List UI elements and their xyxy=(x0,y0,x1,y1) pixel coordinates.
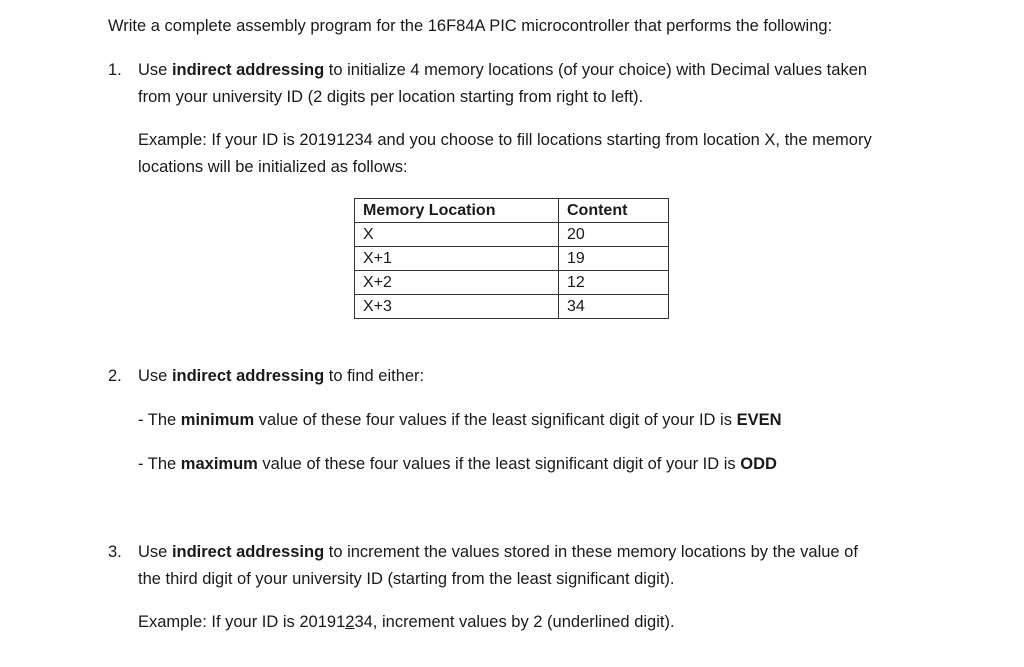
item-2-bullet-maximum xyxy=(138,454,777,474)
item-3-example-post: 34, increment values by 2 (underlined digit). xyxy=(354,613,675,631)
bullet-2-bold: maximum xyxy=(180,455,258,473)
table-header-memory-location: Memory Location xyxy=(355,199,559,223)
item-1-number: 1. xyxy=(108,61,122,79)
table-row xyxy=(355,271,669,295)
table-cell-location: X xyxy=(355,223,559,247)
item-2-rest: to find either: xyxy=(324,367,425,385)
item-1-rest: to initialize 4 memory locations (of your choice) with Decimal values taken xyxy=(324,61,868,79)
table-row xyxy=(355,223,669,247)
item-3-number: 3. xyxy=(108,543,122,561)
table-cell-location: X+3 xyxy=(355,295,559,319)
table-header-row xyxy=(355,199,669,223)
item-3-example-pre: Example: If your ID is 20191 xyxy=(138,613,346,631)
table-cell-content: 20 xyxy=(559,223,669,247)
intro-text: Write a complete assembly program for the 16F84A PIC microcontroller that performs the following: xyxy=(108,17,833,35)
table-cell-content: 19 xyxy=(559,247,669,271)
item-1-line-2: from your university ID (2 digits per location starting from right to left). xyxy=(138,88,644,106)
item-3-line-2: the third digit of your university ID (starting from the least significant digit). xyxy=(138,570,675,588)
item-3-bold: indirect addressing xyxy=(171,543,325,561)
item-2-line-1 xyxy=(138,366,424,386)
item-3-pre: Use xyxy=(138,543,172,561)
table-cell-content: 12 xyxy=(559,271,669,295)
item-1-pre: Use xyxy=(138,61,172,79)
bullet-1-mid: value of these four values if the least significant digit of your ID is xyxy=(254,411,737,429)
bullet-1-bold: minimum xyxy=(180,411,255,429)
bullet-2-end: ODD xyxy=(740,455,777,473)
bullet-1-end: EVEN xyxy=(736,411,782,429)
item-3-example xyxy=(138,612,675,632)
item-2-bullet-minimum xyxy=(138,410,782,430)
item-3-rest: to increment the values stored in these memory locations by the value of xyxy=(324,543,858,561)
item-2-bold: indirect addressing xyxy=(171,367,325,385)
item-1-example-line-1: Example: If your ID is 20191234 and you choose to fill locations starting from location X, the memory xyxy=(138,131,872,149)
table-header-content: Content xyxy=(559,199,669,223)
item-1-line-1 xyxy=(138,60,867,80)
item-3-example-underlined-digit: 2 xyxy=(345,613,355,631)
table-cell-content: 34 xyxy=(559,295,669,319)
item-1-bold: indirect addressing xyxy=(171,61,325,79)
bullet-2-mid: value of these four values if the least significant digit of your ID is xyxy=(257,455,741,473)
item-1-example-line-2: locations will be initialized as follows: xyxy=(138,158,408,176)
table-row xyxy=(355,247,669,271)
table-cell-location: X+2 xyxy=(355,271,559,295)
table-row xyxy=(355,295,669,319)
item-2-pre: Use xyxy=(138,367,172,385)
item-3-line-1 xyxy=(138,542,858,562)
item-2-number: 2. xyxy=(108,367,122,385)
bullet-2-pre: - The xyxy=(138,455,181,473)
memory-table xyxy=(354,198,669,319)
bullet-1-pre: - The xyxy=(138,411,181,429)
table-cell-location: X+1 xyxy=(355,247,559,271)
